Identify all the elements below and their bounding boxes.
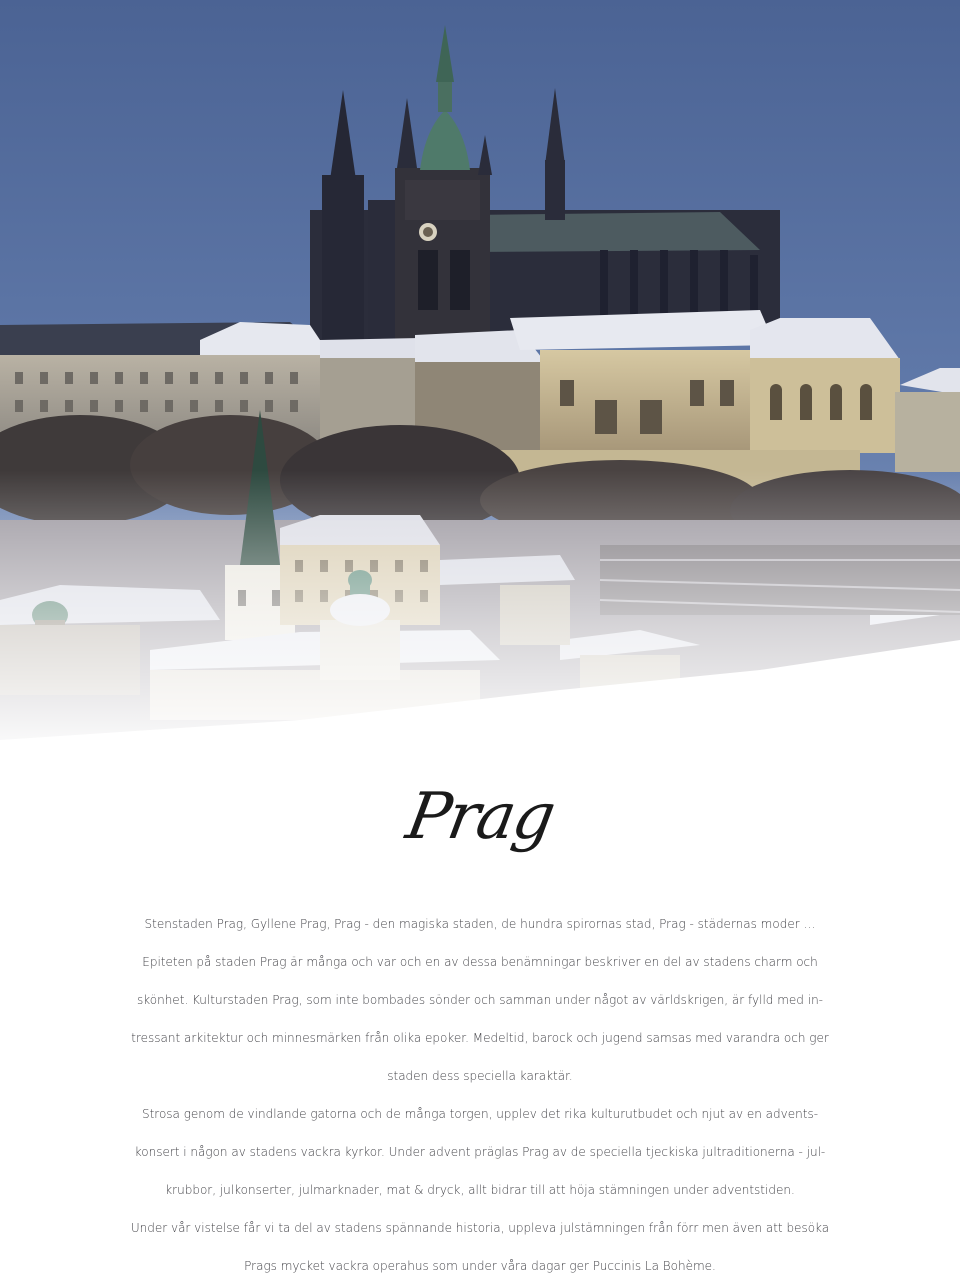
paragraph-line: Strosa genom de vindlande gatorna och de många torgen, upplev det rika kulturutbudet och njut av en advents- xyxy=(141,1107,819,1121)
paragraph-line: tressant arkitektur och minnesmärken från olika epoker. Medeltid, barock och jugend samsas med varandra och ger xyxy=(131,1031,829,1045)
page-title: Prag xyxy=(401,780,559,854)
paragraph-line: Stenstaden Prag, Gyllene Prag, Prag - den magiska staden, de hundra spirornas stad, Prag - städernas moder … xyxy=(144,917,816,931)
paragraph-line: Epiteten på staden Prag är många och var och en av dessa benämningar beskriver en del av stadens charm och xyxy=(142,955,818,969)
paragraph-line: Under vår vistelse får vi ta del av stadens spännande historia, uppleva julstämningen från förr men även att besöka xyxy=(130,1221,830,1235)
paragraph-line: skönhet. Kulturstaden Prag, som inte bombades sönder och samman under något av världskrigen, är fylld med in- xyxy=(136,993,824,1007)
paragraph-line: staden dess speciella karaktär. xyxy=(387,1069,573,1083)
body-paragraph xyxy=(0,905,960,1277)
paragraph-line: konsert i någon av stadens vackra kyrkor. Under advent präglas Prag av de speciella tjeckiska jultraditionerna - jul- xyxy=(134,1145,826,1159)
paragraph-line: krubbor, julkonserter, julmarknader, mat & dryck, allt bidrar till att höja stämningen under adventstiden. xyxy=(165,1183,795,1197)
paragraph-line: Prags mycket vackra operahus som under våra dagar ger Puccinis La Bohème. xyxy=(244,1259,716,1273)
